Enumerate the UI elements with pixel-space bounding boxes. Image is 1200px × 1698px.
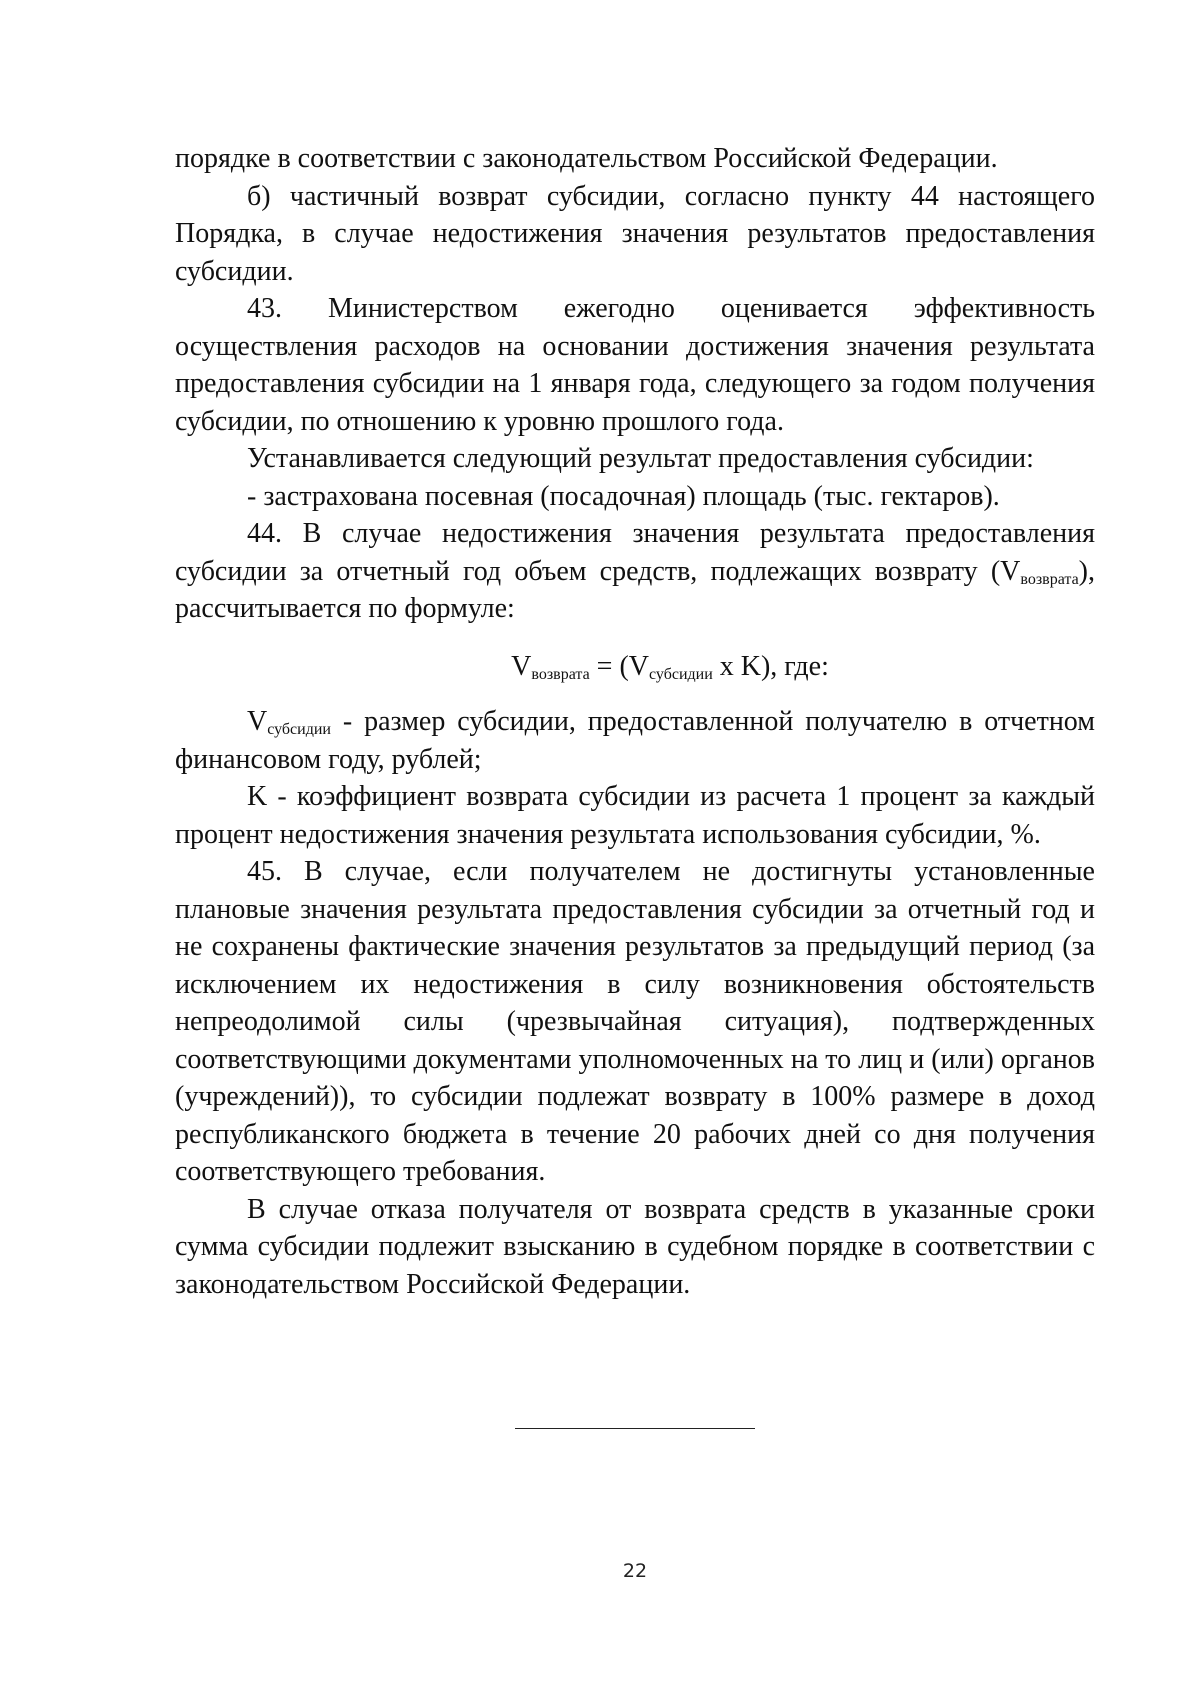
paragraph-continuation: порядке в соответствии с законодательством Российской Федерации. [175,143,998,174]
paragraph-partial-return: б) частичный возврат субсидии, согласно пункту 44 настоящего Порядка, в случае недостижения значения результатов предоставления субсидии. [175,180,1095,287]
paragraph-43: 43. Министерством ежегодно оценивается эффективность осуществления расходов на основании достижения значения результата предоставления субсидии на 1 января года, следующего за годом получения субсидии, по отношению к уровню прошлого года. [175,293,1095,437]
paragraph-result-intro: Устанавливается следующий результат предоставления субсидии: [247,443,1034,474]
page-number: 22 [622,1560,648,1582]
return-formula [175,648,1095,686]
document-body [175,140,1095,1303]
formula-tail: х K), где: [712,650,829,682]
formula-sub-vozvrata: возврата [531,665,590,683]
paragraph-k-definition: K - коэффициент возврата субсидии из расчета 1 процент за каждый процент недостижения значения результата использования субсидии, %. [175,781,1095,850]
formula-middle: = (V [589,650,650,682]
definition-text: - размер субсидии, предоставленной получателю в отчетном финансовом году, рублей; [175,706,1095,775]
paragraph-45: 45. В случае, если получателем не достигнуты установленные плановые значения результата предоставления субсидии за отчетный год и не сохранены фактические значения результатов за предыдущий период (за исключением их недостижения в силу возникновения обстоятельств непреодолимой силы (чрезвычайная ситуация), подтвержденных соответствующими документами уполномоченных на то лиц и (или) органов (учреждений)), то субсидии подлежат возврату в 100% размере в доход республиканского бюджета в течение 20 рабочих дней со дня получения соответствующего требования. [175,856,1095,1187]
subscript-vozvrata: возврата [1020,570,1079,588]
definition-sub-subsidii: субсидии [267,721,331,738]
paragraph-refusal: В случае отказа получателя от возврата средств в указанные сроки сумма субсидии подлежит взысканию в судебном порядке в соответствии с законодательством Российской Федерации. [175,1193,1095,1300]
paragraph-44-text: 44. В случае недостижения значения результата предоставления субсидии за отчетный год объем средств, подлежащих возврату (V [175,518,1095,587]
paragraph-result-item: - застрахована посевная (посадочная) площадь (тыс. гектаров). [247,480,1000,512]
end-divider-line [515,1428,755,1429]
formula-sub-subsidii: субсидии [649,665,713,683]
paragraph-44-tail: ), рассчитывается по формуле: [175,555,1095,624]
formula-v: V [511,650,532,682]
paragraph-44 [175,515,1095,628]
definition-v: V [247,706,268,737]
paragraph-v-subsidii-definition [175,703,1095,778]
